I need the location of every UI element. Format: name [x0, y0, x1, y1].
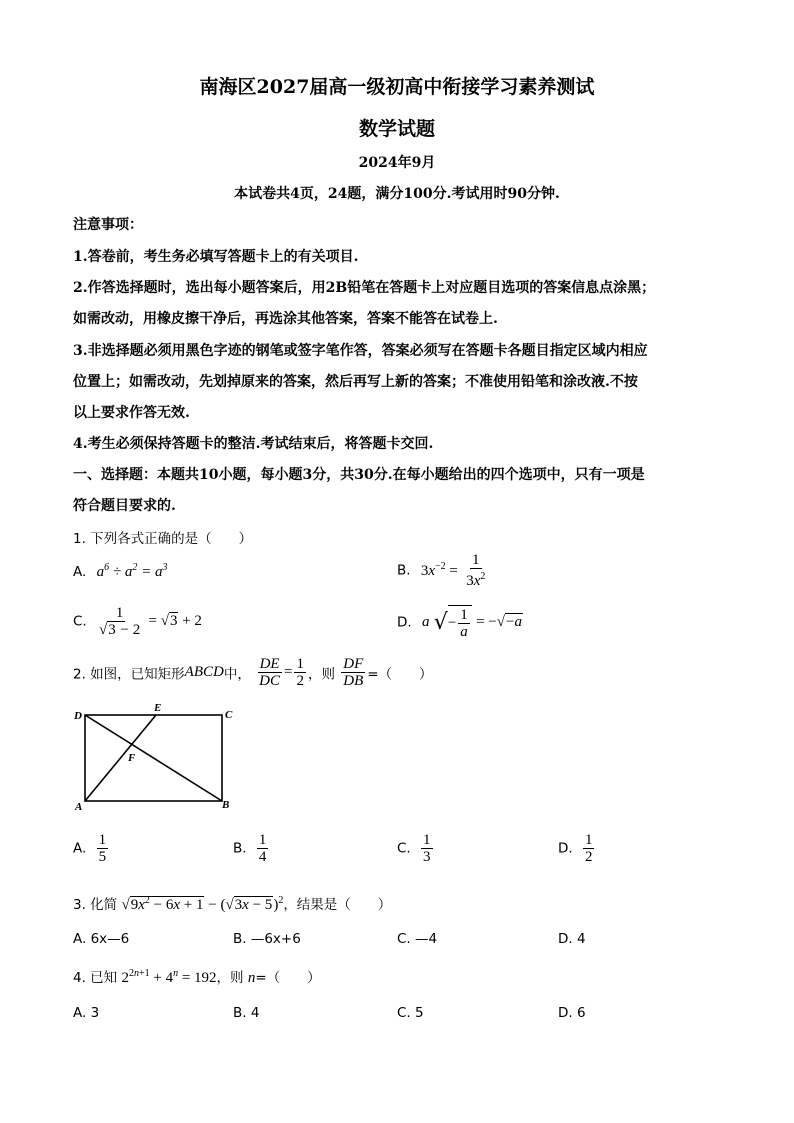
q2-ratio-df-db: $\frac{DF}{DB}$ [343, 656, 364, 689]
label-d: D [74, 710, 82, 722]
label-e: E [154, 702, 162, 714]
q3-option-a: A. 6x—6 [73, 931, 130, 947]
rectangle-figure [68, 700, 248, 812]
q1-option-d: D. a √− $\frac{1}{a}$ = −√−a [397, 607, 522, 640]
q2-option-d: D. $\frac{1}{2}$ [558, 832, 593, 865]
exam-info: 本试卷共4页，24题，满分100分.考试用时90分钟. [234, 186, 560, 202]
q3-option-c: C. —4 [397, 931, 438, 947]
q2-ratio-de-dc: $\frac{DE}{DC}$ [259, 656, 280, 689]
q1-option-b: B. $3x^{-2}$ = $\frac{1}{3x^2}$ [397, 552, 486, 589]
label-a: A [75, 801, 83, 812]
note-line: 4.考生必须保持答题卡的整洁.考试结束后，将答题卡交回. [73, 436, 434, 452]
q2-option-c: C. $\frac{1}{3}$ [397, 832, 431, 865]
label-c: C [225, 709, 233, 721]
note-line: 1.答卷前，考生务必填写答题卡上的有关项目. [73, 249, 359, 265]
q3-stem: 3. 化简 $√9x^2 - 6x + 1 - (√3x - 5)^2$，结果是（ ） [73, 895, 392, 913]
notes-heading: 注意事项： [73, 217, 143, 233]
q4-option-d: D. 6 [558, 1005, 586, 1021]
q2-option-b: B. $\frac{1}{4}$ [233, 832, 267, 865]
q1-c-expression: $\frac{1}{√3 - 2}$ [99, 605, 141, 638]
label-b: B [222, 799, 230, 811]
exam-title: 南海区2027届高一级初高中衔接学习素养测试 [199, 76, 595, 98]
q1-option-a: A. $a^6 \div a^2 = a^3$ [73, 562, 168, 580]
note-line: 位置上；如需改动，先划掉原来的答案，然后再写上新的答案；不准使用铅笔和涂改液.不按 [73, 374, 638, 390]
diagonal-db [85, 715, 222, 801]
q1-option-c: C. $\frac{1}{√3 - 2}$ = √3 + 2 [73, 605, 202, 638]
note-line: 2.作答选择题时，选出每小题答案后，用2B铅笔在答题卡上对应题目选项的答案信息点涂黑； [73, 280, 656, 296]
subject-title: 数学试题 [358, 118, 435, 140]
q1-a-expression: $a^6 \div a^2 = a^3$ [96, 562, 168, 580]
segment-ae [85, 715, 156, 801]
q4-option-a: A. 3 [73, 1005, 100, 1021]
q1-b-expression: $3x^{-2}$ = [420, 560, 458, 579]
section-heading-cont: 符合题目要求的. [73, 498, 176, 514]
q3-option-d: D. 4 [558, 931, 586, 947]
q2-stem: 2. 如图，已知矩形ABCD中， $\frac{DE}{DC}$ = $\frac{1}{2}$ ，则 $\frac{DF}{DB}$ =（ ） [73, 656, 433, 689]
exam-date: 2024年9月 [358, 155, 436, 171]
q4-expression: $2^{2n+1} + 4^n = 192$ [121, 968, 217, 986]
note-line: 3.非选择题必须用黑色字迹的钢笔或签字笔作答，答案必须写在答题卡各题目指定区域内相应 [73, 343, 648, 359]
note-line: 以上要求作答无效. [73, 405, 190, 421]
note-line: 如需改动，用橡皮擦干净后，再选涂其他答案，答案不能答在试卷上. [73, 311, 498, 327]
q1-stem: 1. 下列各式正确的是（ ） [73, 531, 253, 547]
q3-expression: $√9x^2 - 6x + 1 - (√3x - 5)^2$ [121, 895, 284, 913]
q2-option-a: A. $\frac{1}{5}$ [73, 832, 107, 865]
label-f: F [128, 752, 136, 764]
q4-option-b: B. 4 [233, 1005, 260, 1021]
q4-option-c: C. 5 [397, 1005, 424, 1021]
q4-stem: 4. 已知 $2^{2n+1} + 4^n = 192$，则 n=（ ） [73, 968, 321, 986]
q3-option-b: B. —6x+6 [233, 931, 301, 947]
q1-d-expression: a [421, 614, 430, 630]
section-heading: 一、选择题：本题共10小题，每小题3分，共30分.在每小题给出的四个选项中，只有一项是 [73, 467, 645, 483]
